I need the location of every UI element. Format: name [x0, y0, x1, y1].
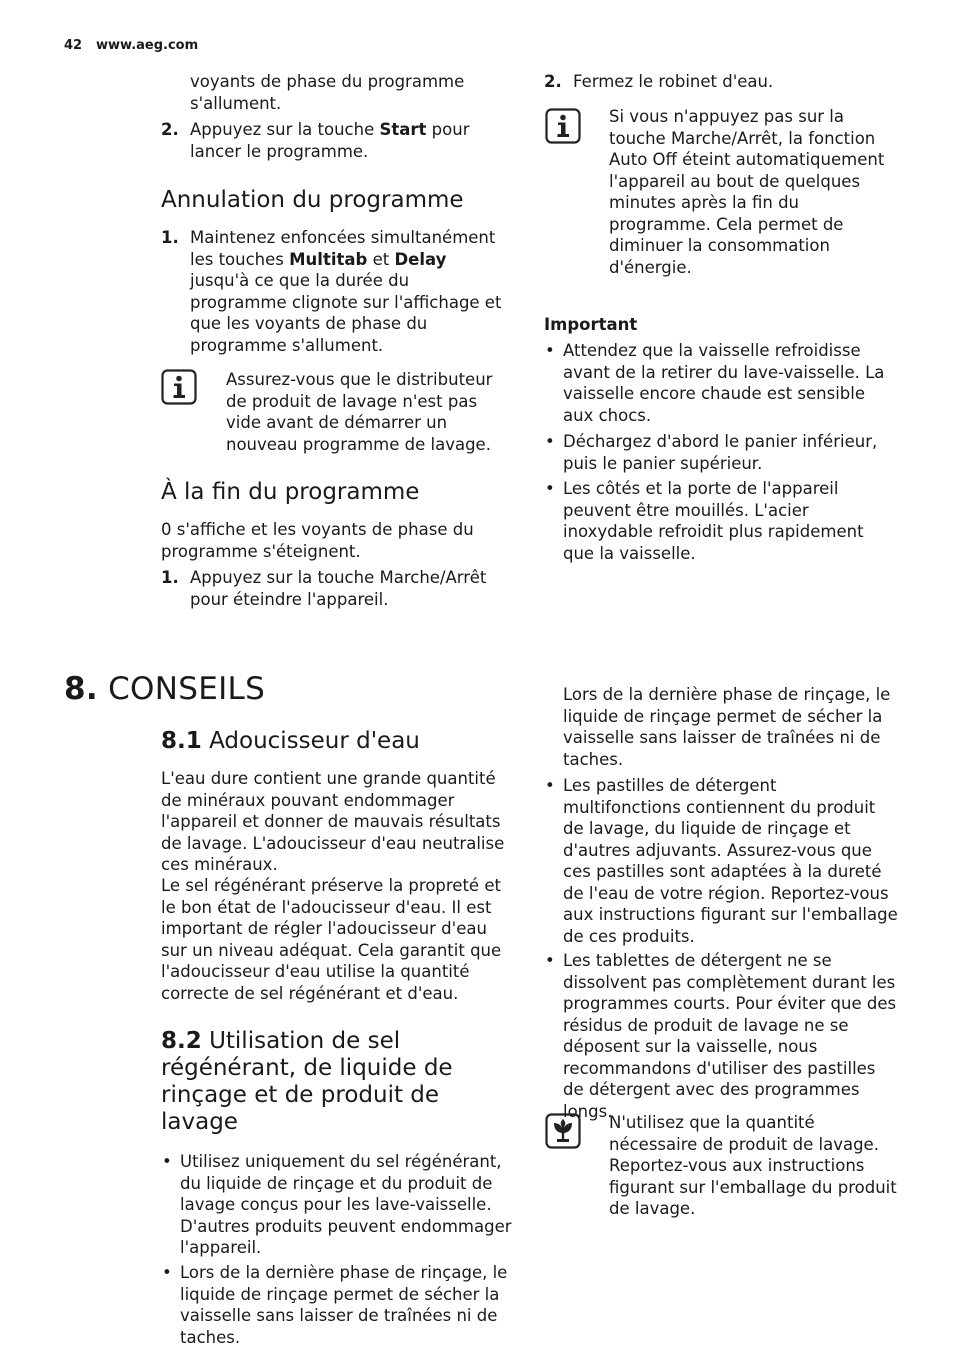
- heading-annulation: Annulation du programme: [161, 187, 464, 213]
- bullet-item: Les pastilles de détergent multifonctions contiennent du produit de lavage, du liquide de rinçage et d'autres adjuvants. Assurez-vous que ces pastilles sont adaptées à la dureté de l'eau de votre région. Reportez-vous aux instructions figurant sur l'emballage de ces produits.: [563, 776, 898, 946]
- paragraph-adoucisseur-2: Le sel régénérant préserve la propreté et le bon état de l'adoucisseur d'eau. Il est important de régler l'adoucisseur d'eau sur un niveau adéquat. Cela garantit que l'adoucisseur d'eau utilise la quantité correcte de sel régénérant et d'eau.: [161, 876, 502, 1003]
- bullet-marker: •: [545, 776, 555, 795]
- bullet-item: Les tablettes de détergent ne se dissolvent pas complètement durant les programmes courts. Pour éviter que des résidus de produit de lavage ne se déposent sur la vaisselle, nous recommandons d'utiliser des pastilles de détergent avec des programmes longs.: [563, 951, 897, 1121]
- website-url: www.aeg.com: [96, 38, 199, 53]
- step-number: 2.: [161, 120, 179, 139]
- bullet-marker: •: [545, 341, 555, 360]
- bullet-item-part-2: Lors de la dernière phase de rinçage, le liquide de rinçage permet de sécher la vaisselle sans laisser de traînées ni de taches.: [563, 685, 891, 769]
- bullet-item: Déchargez d'abord le panier inférieur, puis le panier supérieur.: [563, 432, 878, 473]
- heading-fin-programme: À la fin du programme: [161, 479, 420, 505]
- heading-8-1: 8.1 Adoucisseur d'eau: [161, 728, 420, 754]
- bullet-marker: •: [545, 432, 555, 451]
- note-eco: N'utilisez que la quantité nécessaire de produit de lavage. Reportez-vous aux instructions figurant sur l'emballage du produit de lavage.: [609, 1113, 897, 1218]
- step-number: 1.: [161, 568, 179, 587]
- bullet-marker: •: [162, 1263, 172, 1282]
- step-eteindre-text: Appuyez sur la touche Marche/Arrêt pour éteindre l'appareil.: [190, 568, 487, 609]
- info-icon: [545, 108, 581, 144]
- bullet-item-part-1: Lors de la dernière phase de rinçage, le liquide de rinçage permet de sécher la vaisselle sans laisser de traînées ni de taches.: [180, 1263, 508, 1347]
- page-number: 42: [64, 38, 83, 53]
- chapter-heading: 8. CONSEILS: [64, 671, 266, 707]
- note-distributeur: Assurez-vous que le distributeur de produit de lavage n'est pas vide avant de démarrer un nouveau programme de lavage.: [226, 370, 493, 454]
- bullet-item: Les côtés et la porte de l'appareil peuvent être mouillés. L'acier inoxydable refroidit plus rapidement que la vaisselle.: [563, 479, 864, 563]
- step-start-text: Appuyez sur la touche Start pour lancer le programme.: [190, 120, 470, 161]
- heading-8-2: 8.2 Utilisation de sel régénérant, de liquide de rinçage et de produit de lavage: [161, 1028, 453, 1135]
- note-auto-off: Si vous n'appuyez pas sur la touche Marche/Arrêt, la fonction Auto Off éteint automatiquement l'appareil au bout de quelques minutes après la fin du programme. Cela permet de diminuer la consommation d'énergie.: [609, 107, 885, 277]
- bullet-item: Utilisez uniquement du sel régénérant, du liquide de rinçage et du produit de lavage conçus pour les lave-vaisselle. D'autres produits peuvent endommager l'appareil.: [180, 1152, 512, 1257]
- step-annulation-text: Maintenez enfoncées simultanément les touches Multitab et Delay jusqu'à ce que la durée du programme clignote sur l'affichage et que les voyants de phase du programme s'allument.: [190, 228, 502, 355]
- info-icon: [161, 369, 197, 405]
- bullet-marker: •: [545, 951, 555, 970]
- continued-step-text: voyants de phase du programme s'allument.: [190, 72, 465, 113]
- step-number: 2.: [544, 72, 562, 91]
- bullet-marker: •: [162, 1152, 172, 1171]
- important-label: Important: [544, 315, 638, 334]
- fin-programme-text: 0 s'affiche et les voyants de phase du programme s'éteignent.: [161, 520, 474, 561]
- bullet-item: Attendez que la vaisselle refroidisse avant de la retirer du lave-vaisselle. La vaisselle encore chaude est sensible aux chocs.: [563, 341, 885, 425]
- eco-leaf-icon: [545, 1113, 581, 1149]
- step-robinet-text: Fermez le robinet d'eau.: [573, 72, 774, 91]
- bullet-marker: •: [545, 479, 555, 498]
- step-number: 1.: [161, 228, 179, 247]
- paragraph-adoucisseur-1: L'eau dure contient une grande quantité de minéraux pouvant endommager l'appareil et donner de mauvais résultats de lavage. L'adoucisseur d'eau neutralise ces minéraux.: [161, 769, 505, 874]
